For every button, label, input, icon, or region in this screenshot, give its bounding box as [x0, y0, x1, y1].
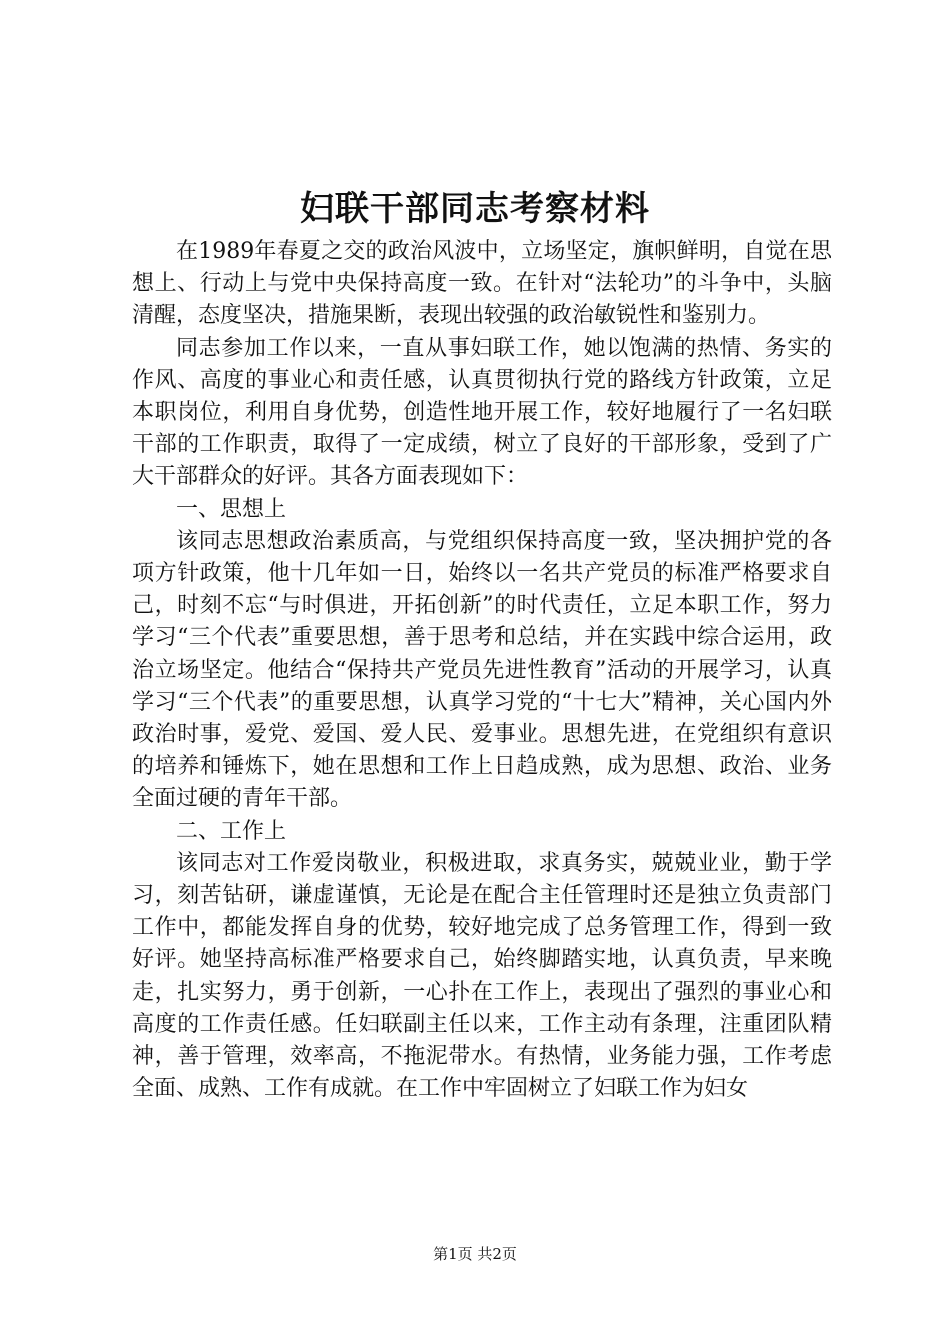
document-title: 妇联干部同志考察材料	[300, 189, 650, 229]
document-body	[132, 236, 832, 1105]
section-heading-work: 二、工作上	[176, 818, 287, 844]
paragraph-overview: 同志参加工作以来，一直从事妇联工作，她以饱满的热情、务实的作风、高度的事业心和责任感，认真贯彻执行党的路线方针政策，立足本职岗位，利用自身优势，创造性地开展工作，较好地履行了一名妇联干部的工作职责，取得了一定成绩，树立了良好的干部形象，受到了广大干部群众的好评。其各方面表现如下：	[132, 335, 832, 490]
section-heading-thought: 一、思想上	[176, 496, 287, 522]
paragraph-intro: 在1989年春夏之交的政治风波中，立场坚定，旗帜鲜明，自觉在思想上、行动上与党中央保持高度一致。在针对“法轮功”的斗争中，头脑清醒，态度坚决，措施果断，表现出较强的政治敏锐性和鉴别力。	[132, 239, 832, 329]
paragraph-work: 该同志对工作爱岗敬业，积极进取，求真务实，兢兢业业，勤于学习，刻苦钻研，谦虚谨慎，无论是在配合主任管理时还是独立负责部门工作中，都能发挥自身的优势，较好地完成了总务管理工作，得到一致好评。她坚持高标准严格要求自己，始终脚踏实地，认真负责，早来晚走，扎实努力，勇于创新，一心扑在工作上，表现出了强烈的事业心和高度的工作责任感。任妇联副主任以来，工作主动有条理，注重团队精神，善于管理，效率高，不拖泥带水。有热情，业务能力强，工作考虑全面、成熟、工作有成就。在工作中牢固树立了妇联工作为妇女	[132, 850, 832, 1102]
page-footer: 第1页 共2页	[433, 1245, 517, 1263]
paragraph-thought: 该同志思想政治素质高，与党组织保持高度一致，坚决拥护党的各项方针政策，他十几年如一日，始终以一名共产党员的标准严格要求自己，时刻不忘“与时俱进，开拓创新”的时代责任，立足本职工作，努力学习“三个代表”重要思想，善于思考和总结，并在实践中综合运用，政治立场坚定。他结合“保持共产党员先进性教育”活动的开展学习，认真学习“三个代表”的重要思想，认真学习党的“十七大”精神，关心国内外政治时事，爱党、爱国、爱人民、爱事业。思想先进，在党组织有意识的培养和锤炼下，她在思想和工作上日趋成熟，成为思想、政治、业务全面过硬的青年干部。	[132, 528, 832, 812]
